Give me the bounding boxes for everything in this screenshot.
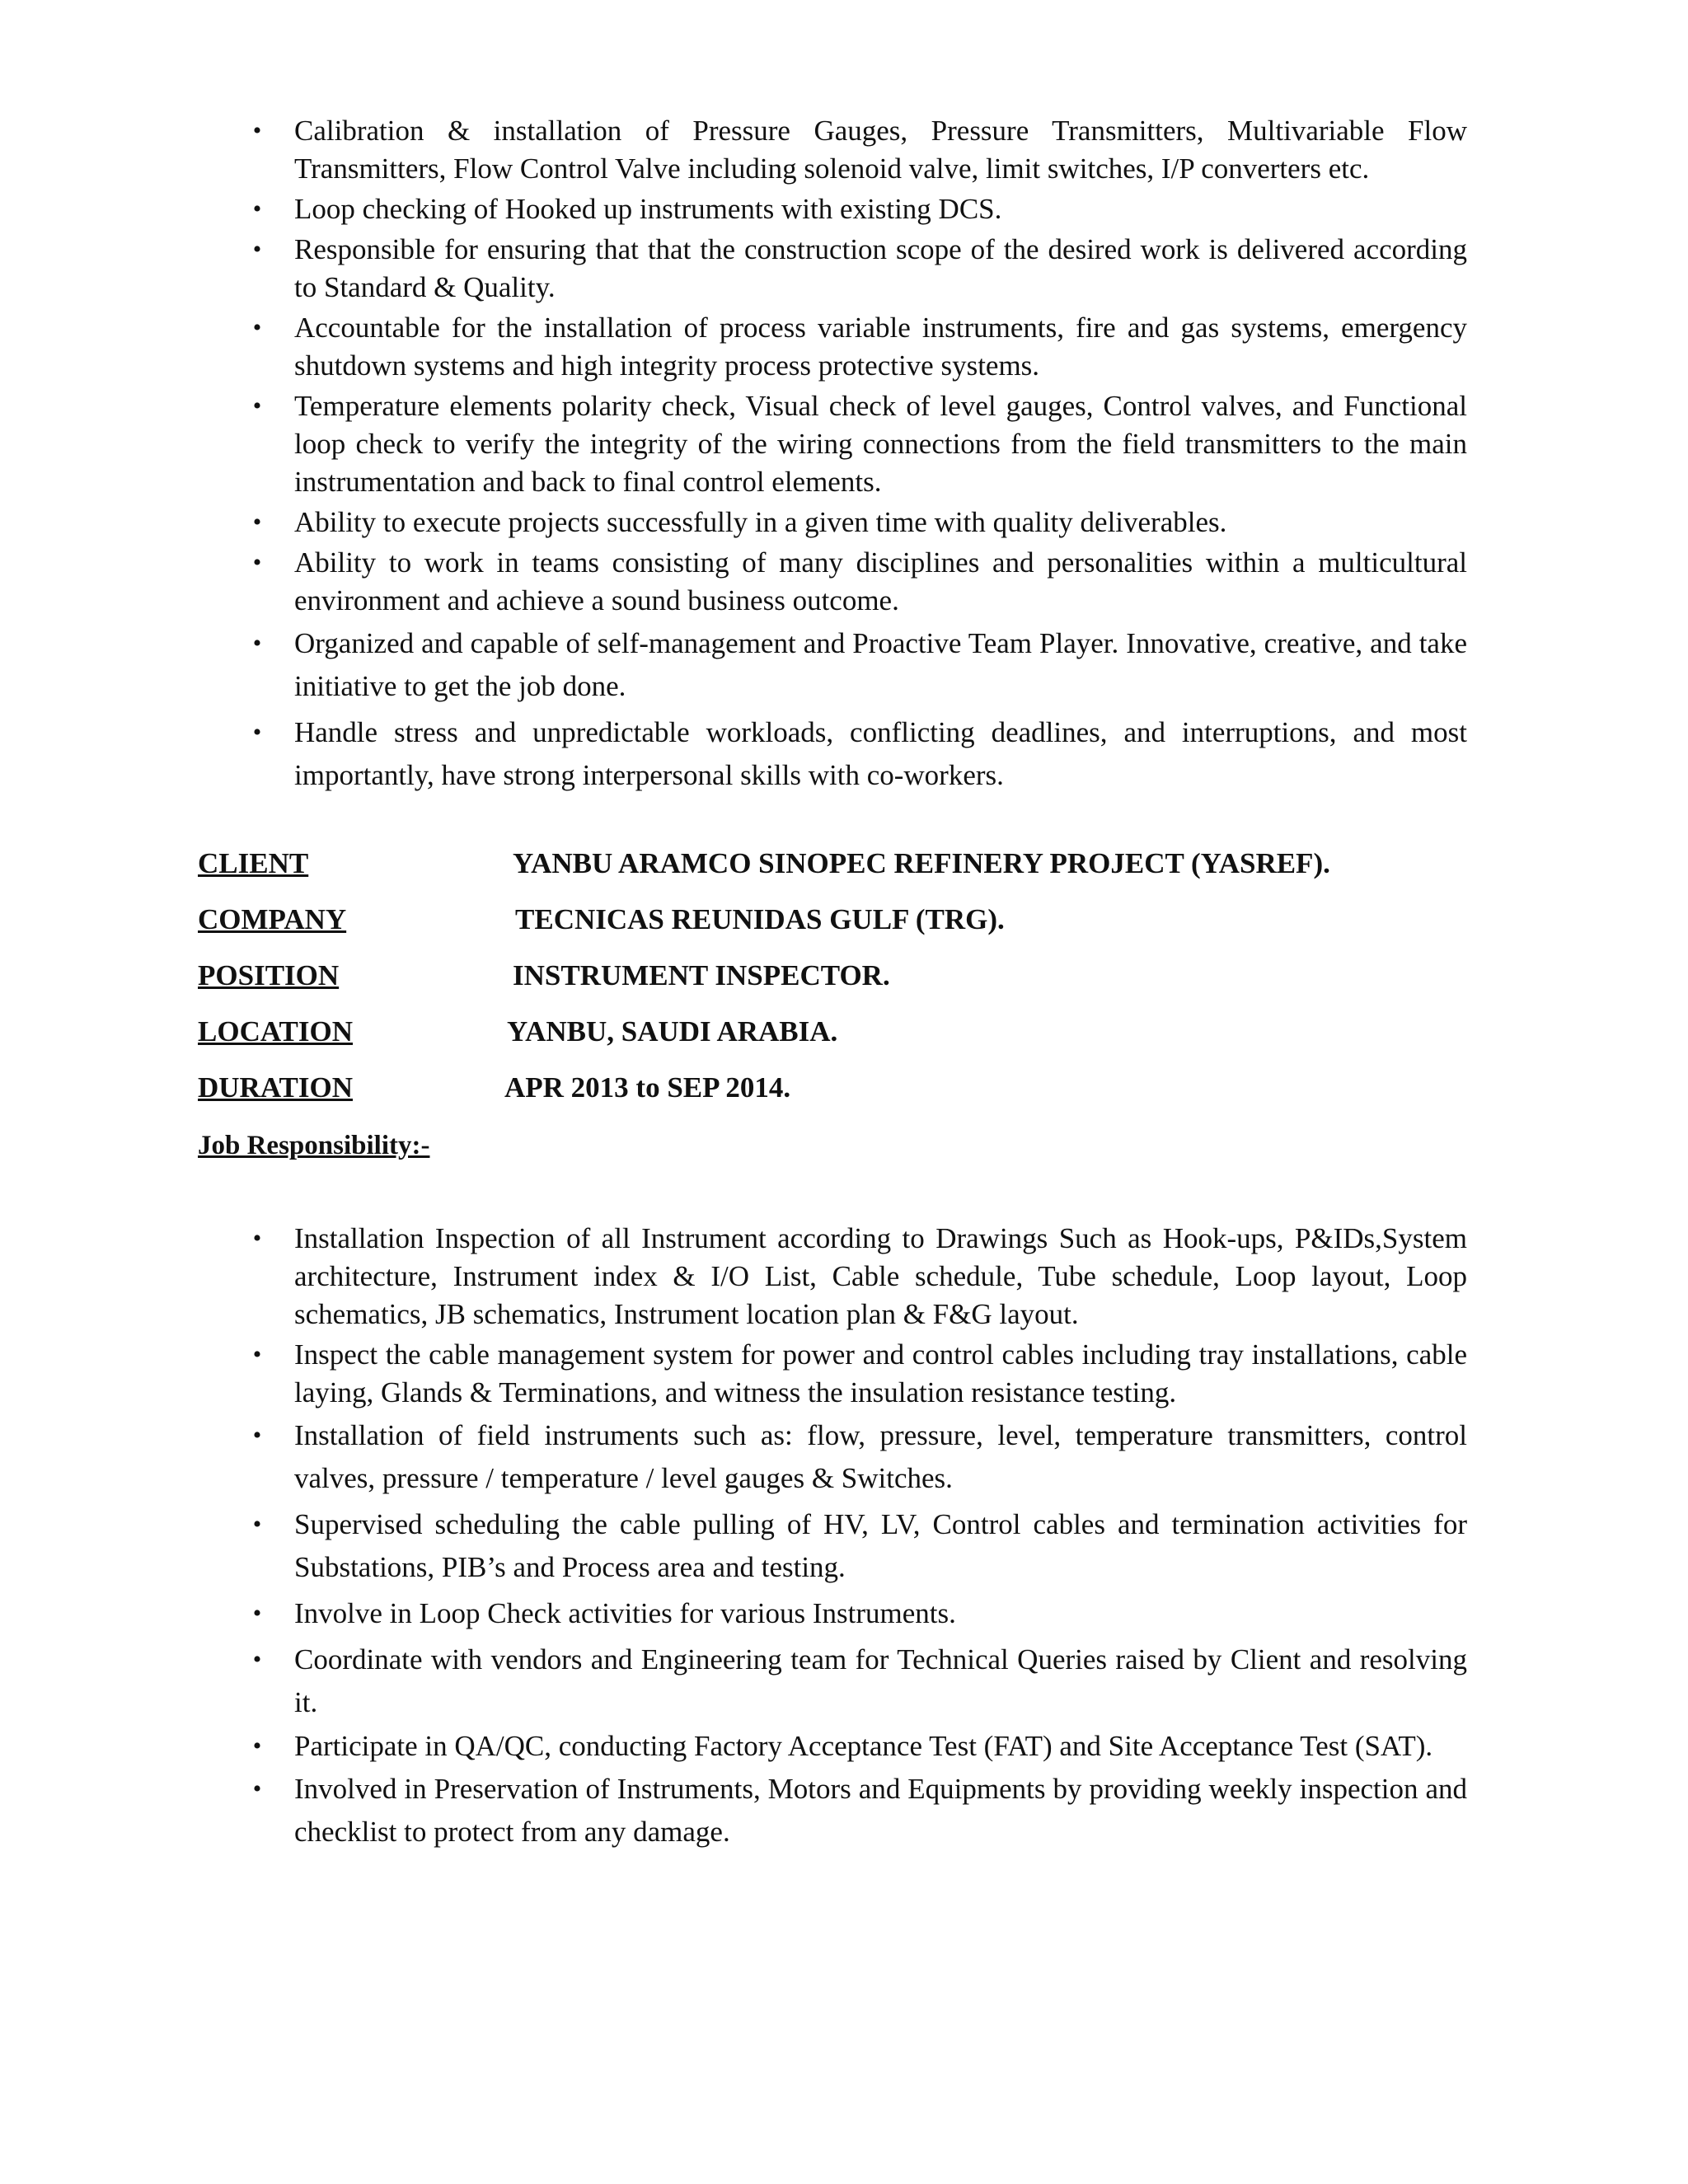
- bullet-icon: •: [252, 1646, 262, 1673]
- job-details: [198, 844, 1517, 1124]
- bullet-icon: •: [252, 1511, 262, 1538]
- list-item: • Participate in QA/QC, conducting Factory Acceptance Test (FAT) and Site Acceptance Test (SAT).: [249, 1727, 1467, 1765]
- list-item: • Supervised scheduling the cable pulling of HV, LV, Control cables and termination activities for Substations, PIB’s and Process area and testing.: [249, 1503, 1467, 1589]
- position-value: INSTRUMENT INSPECTOR.: [513, 959, 890, 991]
- position-row: [198, 956, 1517, 1012]
- list-item: • Coordinate with vendors and Engineering team for Technical Queries raised by Client and resolving it.: [249, 1638, 1467, 1724]
- duration-row: [198, 1068, 1517, 1124]
- responsibilities-list: [249, 1220, 1467, 1857]
- list-item: • Involve in Loop Check activities for various Instruments.: [249, 1592, 1467, 1635]
- list-item: • Handle stress and unpredictable workloads, conflicting deadlines, and interruptions, and most importantly, have strong interpersonal skills with co-workers.: [249, 711, 1467, 797]
- client-value: YANBU ARAMCO SINOPEC REFINERY PROJECT (YASREF).: [513, 847, 1330, 879]
- bullet-icon: •: [252, 117, 262, 144]
- bullet-icon: •: [252, 1732, 262, 1760]
- client-label: CLIENT: [198, 847, 309, 879]
- list-item: • Temperature elements polarity check, Visual check of level gauges, Control valves, and Functional loop check to verify the integrity of the wiring connections from the field transmitters to the main instrumentation and back to final control elements.: [249, 387, 1467, 501]
- company-value: TECNICAS REUNIDAS GULF (TRG).: [515, 903, 1005, 935]
- list-item: • Loop checking of Hooked up instruments with existing DCS.: [249, 190, 1467, 228]
- bullet-icon: •: [252, 1225, 262, 1252]
- skills-list: [249, 112, 1467, 800]
- bullet-icon: •: [252, 549, 262, 576]
- list-item: • Inspect the cable management system for power and control cables including tray installations, cable laying, Glands & Terminations, and witness the insulation resistance testing.: [249, 1336, 1467, 1412]
- bullet-icon: •: [252, 1775, 262, 1802]
- list-item: • Calibration & installation of Pressure Gauges, Pressure Transmitters, Multivariable Flow Transmitters, Flow Control Valve including solenoid valve, limit switches, I/P converters etc.: [249, 112, 1467, 188]
- bullet-icon: •: [252, 1341, 262, 1368]
- company-row: [198, 900, 1517, 956]
- location-value: YANBU, SAUDI ARABIA.: [507, 1015, 838, 1047]
- job-responsibility-heading: Job Responsibility:-: [198, 1131, 430, 1160]
- list-item: • Ability to work in teams consisting of many disciplines and personalities within a multicultural environment and achieve a sound business outcome.: [249, 544, 1467, 620]
- bullet-icon: •: [252, 195, 262, 223]
- location-row: [198, 1012, 1517, 1068]
- list-item: • Accountable for the installation of process variable instruments, fire and gas systems, emergency shutdown systems and high integrity process protective systems.: [249, 309, 1467, 385]
- bullet-icon: •: [252, 630, 262, 657]
- client-row: [198, 844, 1517, 900]
- bullet-icon: •: [252, 236, 262, 263]
- bullet-icon: •: [252, 509, 262, 536]
- list-item: • Responsible for ensuring that that the construction scope of the desired work is delivered according to Standard & Quality.: [249, 231, 1467, 307]
- duration-label: DURATION: [198, 1071, 353, 1104]
- bullet-icon: •: [252, 1600, 262, 1627]
- company-label: COMPANY: [198, 903, 347, 935]
- list-item: • Involved in Preservation of Instruments, Motors and Equipments by providing weekly inspection and checklist to protect from any damage.: [249, 1768, 1467, 1854]
- bullet-icon: •: [252, 1422, 262, 1449]
- list-item: • Installation of field instruments such as: flow, pressure, level, temperature transmitters, control valves, pressure / temperature / level gauges & Switches.: [249, 1414, 1467, 1500]
- list-item: • Organized and capable of self-management and Proactive Team Player. Innovative, creative, and take initiative to get the job done.: [249, 622, 1467, 708]
- bullet-icon: •: [252, 392, 262, 419]
- list-item: • Installation Inspection of all Instrument according to Drawings Such as Hook-ups, P&IDs,System architecture, Instrument index & I/O List, Cable schedule, Tube schedule, Loop layout, Loop schematics, JB schematics, Instrument location plan & F&G layout.: [249, 1220, 1467, 1333]
- location-label: LOCATION: [198, 1015, 353, 1047]
- position-label: POSITION: [198, 959, 340, 991]
- bullet-icon: •: [252, 719, 262, 746]
- duration-value: APR 2013 to SEP 2014.: [504, 1071, 791, 1104]
- list-item: • Ability to execute projects successfully in a given time with quality deliverables.: [249, 504, 1467, 541]
- bullet-icon: •: [252, 314, 262, 341]
